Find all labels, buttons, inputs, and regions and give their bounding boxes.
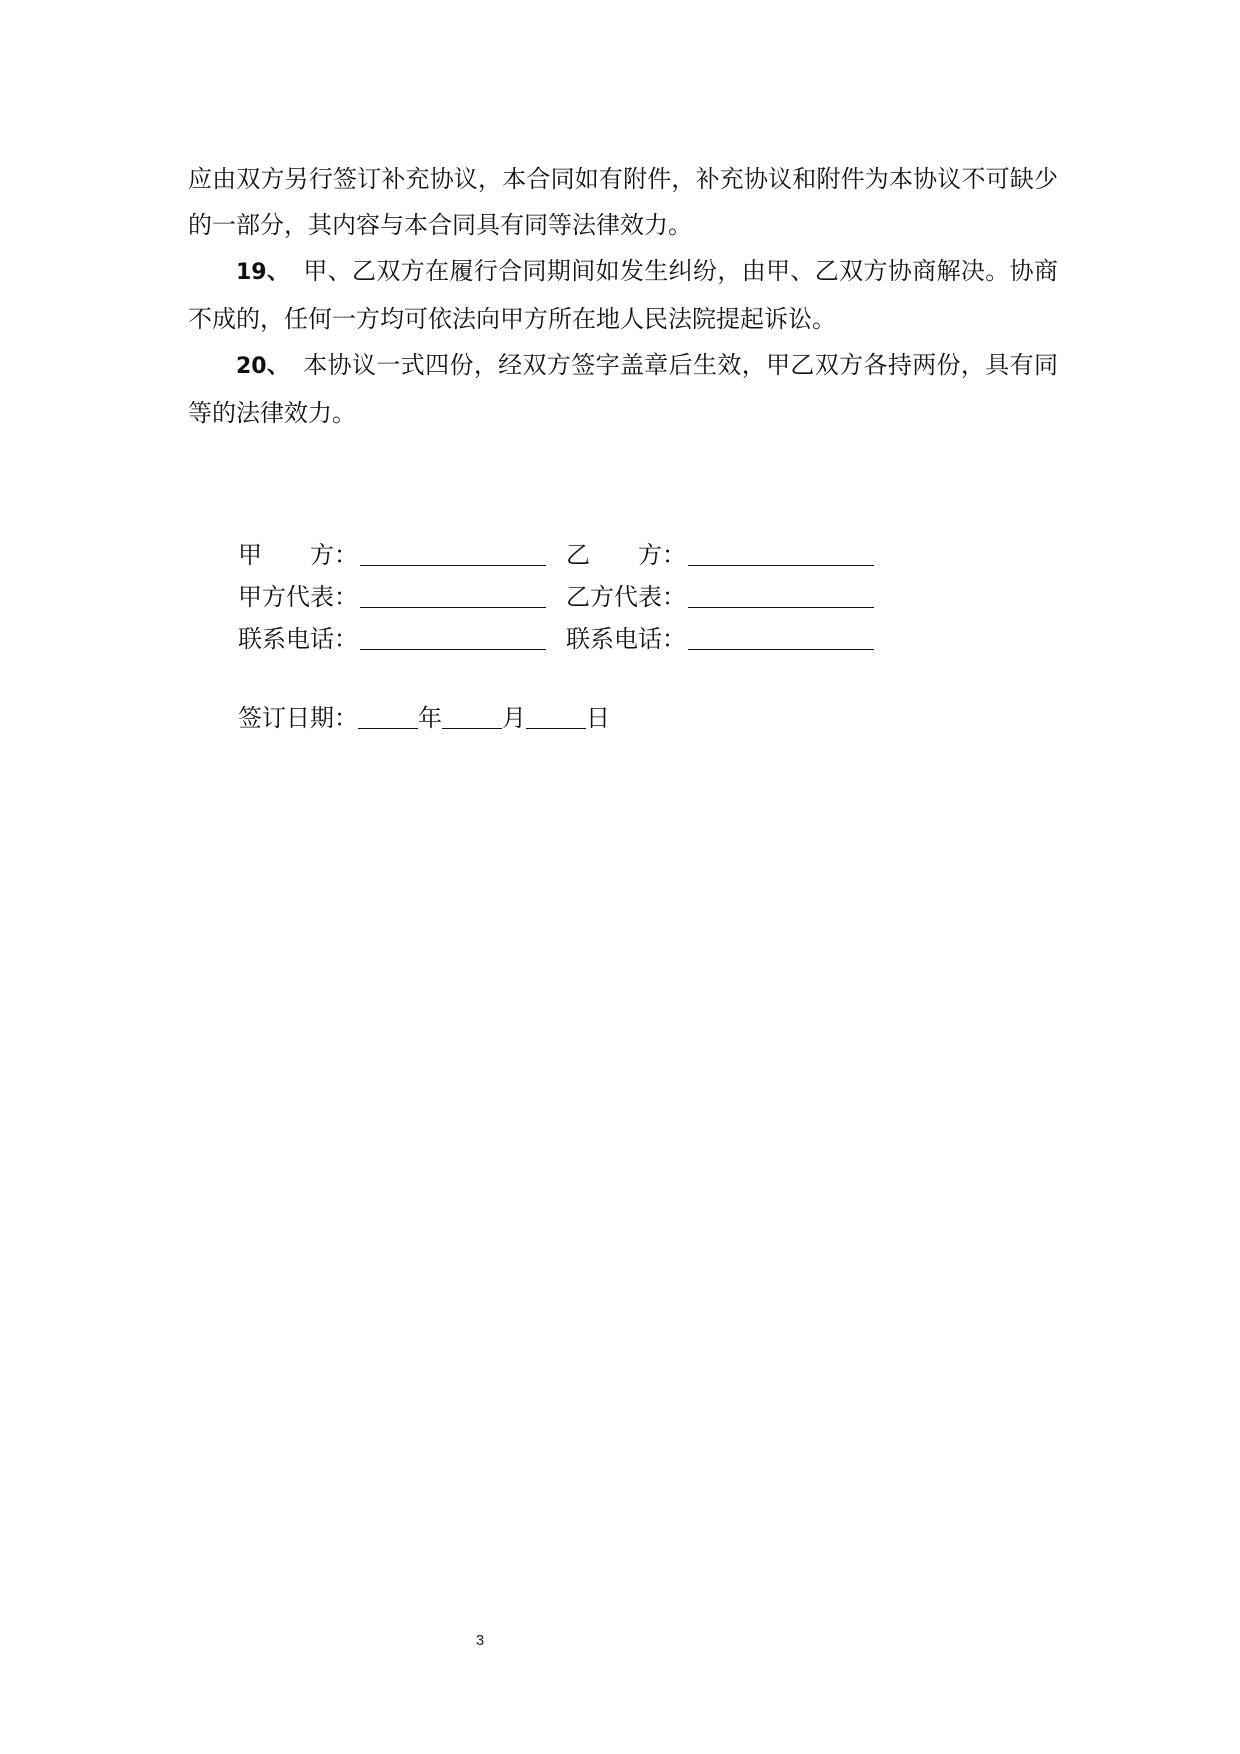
clause-number: 19、 (236, 260, 290, 285)
party-b-rep-blank[interactable] (688, 581, 874, 608)
party-a-label: 甲 方： (238, 541, 358, 569)
paragraph-continuation (188, 156, 1058, 248)
party-b-blank[interactable] (688, 539, 874, 566)
month-blank[interactable] (442, 702, 502, 729)
clause-text: 甲、乙双方在履行合同期间如发生纠纷，由甲、乙双方协商解决。协商不成的，任何一方均可依法向甲方所在地人民法院提起诉讼。 (188, 257, 1058, 333)
signature-block (238, 528, 998, 654)
month-label: 月 (502, 704, 526, 732)
clause-text: 本协议一式四份，经双方签字盖章后生效，甲乙双方各持两份，具有同等的法律效力。 (188, 351, 1058, 427)
party-a-rep-blank[interactable] (360, 581, 546, 608)
signing-date-label: 签订日期： (238, 704, 358, 732)
party-b-phone-blank[interactable] (688, 623, 874, 650)
party-b-phone-cell (566, 623, 894, 654)
party-b-rep-label: 乙方代表： (566, 583, 686, 611)
party-a-blank[interactable] (360, 539, 546, 566)
day-label: 日 (586, 704, 610, 732)
signature-row-representative (238, 570, 998, 612)
clause-number: 20、 (236, 354, 290, 379)
party-b-label: 乙 方： (566, 541, 686, 569)
party-a-phone-cell (238, 623, 566, 654)
party-b-rep-cell (566, 581, 894, 612)
signing-date-row (238, 702, 610, 733)
party-a-rep-label: 甲方代表： (238, 583, 358, 611)
clause-19 (188, 248, 1058, 342)
day-blank[interactable] (526, 702, 586, 729)
year-blank[interactable] (358, 702, 418, 729)
party-b-cell (566, 539, 894, 570)
paragraph-text: 应由双方另行签订补充协议，本合同如有附件，补充协议和附件为本协议不可缺少的一部分，其内容与本合同具有同等法律效力。 (188, 165, 1058, 239)
clause-20 (188, 342, 1058, 436)
contract-body (188, 156, 1058, 436)
party-b-phone-label: 联系电话： (566, 625, 686, 653)
party-a-cell (238, 539, 566, 570)
party-a-phone-blank[interactable] (360, 623, 546, 650)
page-number: 3 (475, 1632, 485, 1649)
year-label: 年 (418, 704, 442, 732)
party-a-rep-cell (238, 581, 566, 612)
signature-row-phone (238, 612, 998, 654)
party-a-phone-label: 联系电话： (238, 625, 358, 653)
signature-row-party (238, 528, 998, 570)
